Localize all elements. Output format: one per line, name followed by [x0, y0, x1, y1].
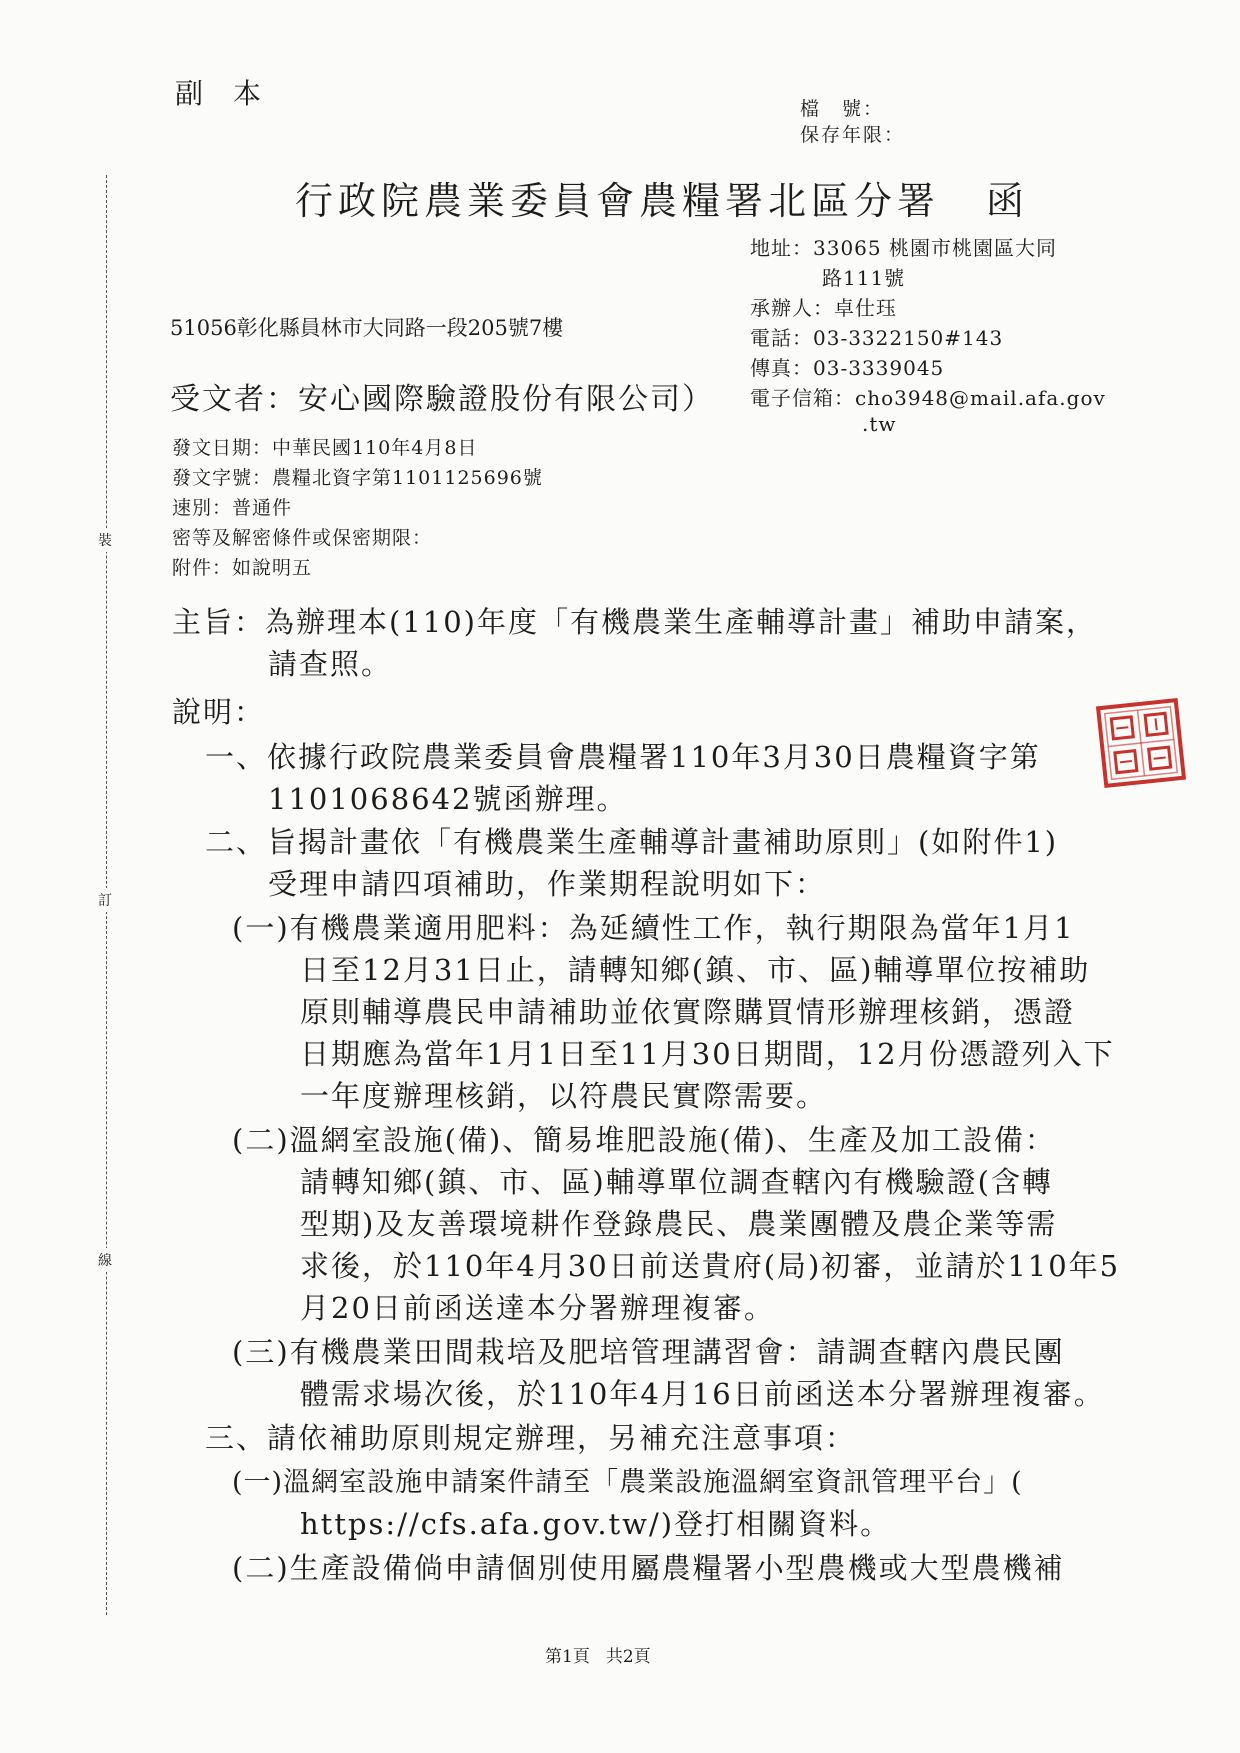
- document-title: [295, 170, 1029, 225]
- explanation-line: 日期應為當年1月1日至11月30日期間，12月份憑證列入下: [300, 1037, 1115, 1071]
- binding-label-top: 裝: [98, 528, 112, 552]
- explanation-line: 月20日前函送達本分署辦理複審。: [300, 1291, 775, 1325]
- phone: 電話：03-3322150#143: [750, 326, 1004, 350]
- email: 電子信箱：cho3948@mail.afa.gov: [750, 386, 1106, 410]
- explanation-line: (一)有機農業適用肥料：為延續性工作，執行期限為當年1月1: [232, 911, 1075, 945]
- agency-address-cont: 路111號: [822, 266, 906, 290]
- explanation-line: 一、依據行政院農業委員會農糧署110年3月30日農糧資字第: [205, 740, 1041, 774]
- secrecy-level: 密等及解密條件或保密期限：: [172, 527, 433, 549]
- explanation-line: 三、請依補助原則規定辦理，另補充注意事項：: [205, 1421, 857, 1455]
- recipient-address: 51056彰化縣員林市大同路一段205號7樓: [170, 316, 564, 340]
- explanation-line: (三)有機農業田間栽培及肥培管理講習會：請調查轄內農民團: [232, 1335, 1065, 1369]
- official-seal-icon: [1094, 696, 1189, 791]
- file-number-label: 檔 號：: [800, 98, 885, 120]
- copy-mark: 副本: [175, 77, 292, 110]
- explanation-line: 受理申請四項補助，作業期程說明如下：: [268, 867, 827, 901]
- issue-date: 發文日期：中華民國110年4月8日: [172, 437, 478, 459]
- explanation-line: 日至12月31日止，請轉知鄉(鎮、市、區)輔導單位按補助: [300, 953, 1091, 987]
- fax: 傳真：03-3339045: [750, 356, 945, 380]
- explanation-line: 二、旨揭計畫依「有機農業生產輔導計畫補助原則」(如附件1): [205, 825, 1059, 859]
- page-total: 共2頁: [605, 1647, 651, 1667]
- explanation-line: 1101068642號函辦理。: [268, 782, 628, 816]
- explanation-line: 一年度辦理核銷，以符農民實際需要。: [300, 1079, 828, 1113]
- email-cont: .tw: [862, 412, 897, 436]
- explanation-line: 型期)及友善環境耕作登錄農民、農業團體及農企業等需: [300, 1207, 1058, 1241]
- document-type: 函: [986, 179, 1030, 223]
- explanation-line: 原則輔導農民申請補助並依實際購買情形辦理核銷，憑證: [300, 995, 1076, 1029]
- page-number: 第1頁: [545, 1647, 590, 1667]
- explanation-heading: 說明：: [172, 695, 266, 729]
- explanation-line: https://cfs.afa.gov.tw/)登打相關資料。: [300, 1507, 892, 1541]
- handler: 承辦人：卓仕珏: [750, 296, 897, 320]
- explanation-line: (二)生產設備倘申請個別使用屬農糧署小型農機或大型農機補: [232, 1551, 1065, 1585]
- explanation-line: 體需求場次後，於110年4月16日前函送本分署辦理複審。: [300, 1377, 1105, 1411]
- binding-label-mid: 訂: [98, 888, 112, 912]
- delivery-speed: 速別：普通件: [172, 497, 293, 519]
- agency-name: 行政院農業委員會農糧署北區分署: [295, 179, 941, 223]
- attachment: 附件：如說明五: [172, 557, 313, 579]
- page-footer: [545, 1642, 651, 1667]
- binding-label-bottom: 線: [98, 1248, 112, 1272]
- document-number: 發文字號：農糧北資字第1101125696號: [172, 467, 543, 489]
- agency-address: 地址：33065 桃園市桃園區大同: [750, 236, 1057, 260]
- recipient: 受文者：安心國際驗證股份有限公司）: [170, 382, 714, 417]
- explanation-line: (二)溫網室設施(備)、簡易堆肥設施(備)、生產及加工設備：: [232, 1123, 1056, 1157]
- explanation-line: (一)溫網室設施申請案件請至「農業設施溫網室資訊管理平台」(: [232, 1467, 1023, 1498]
- explanation-line: 求後，於110年4月30日前送貴府(局)初審，並請於110年5: [300, 1249, 1121, 1283]
- subject-line-2: 請查照。: [268, 647, 393, 681]
- explanation-line: 請轉知鄉(鎮、市、區)輔導單位調查轄內有機驗證(含轉: [300, 1165, 1053, 1199]
- subject-line-1: 主旨：為辦理本(110)年度「有機農業生產輔導計畫」補助申請案，: [172, 605, 1097, 639]
- retention-label: 保存年限：: [800, 124, 906, 146]
